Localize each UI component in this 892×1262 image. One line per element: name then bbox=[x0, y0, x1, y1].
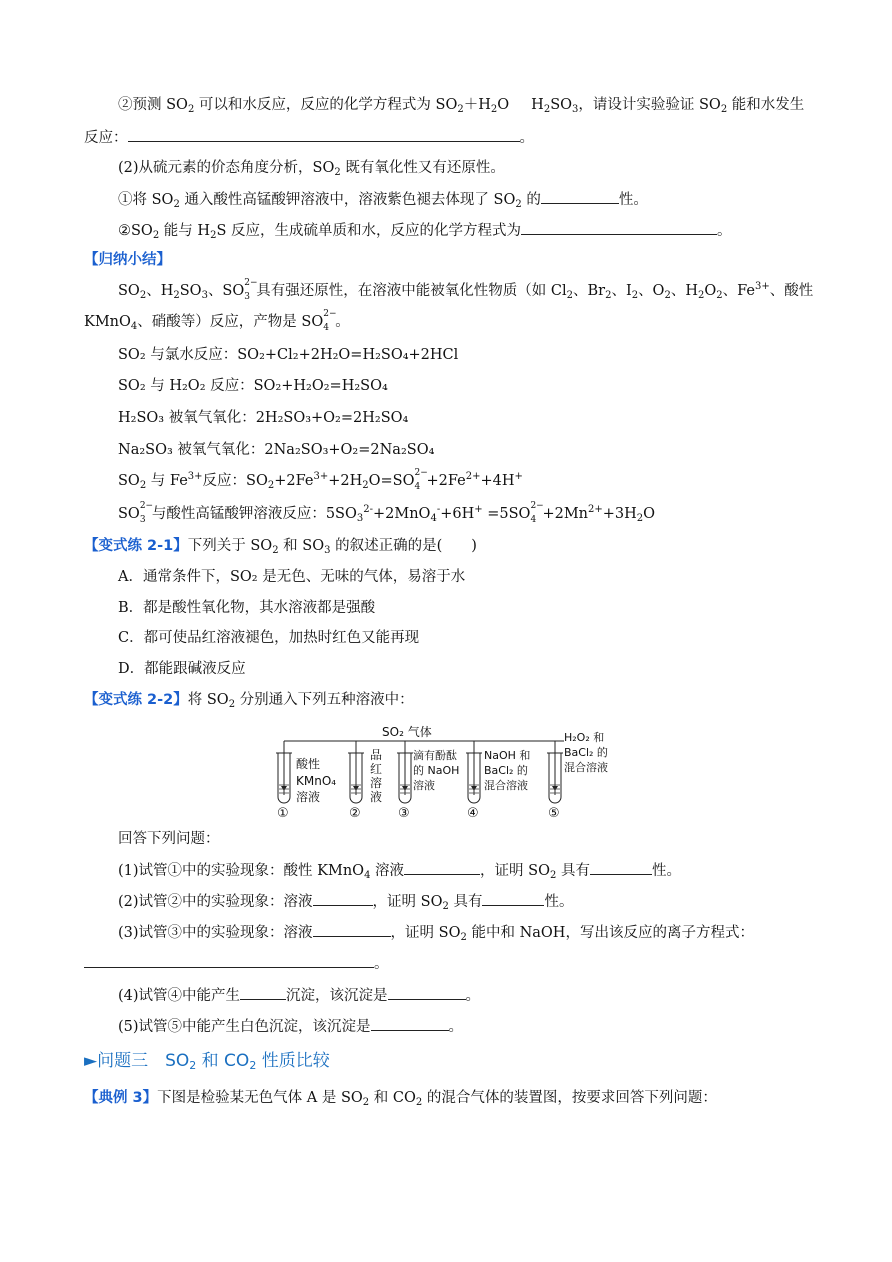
text: 和 SO bbox=[278, 538, 325, 554]
text: 的混合气体的装置图，按要求回答下列问题： bbox=[422, 1090, 717, 1106]
text: H bbox=[531, 97, 544, 113]
arrow-head bbox=[402, 786, 408, 791]
text: 、O bbox=[638, 283, 665, 299]
text: +2Fe bbox=[274, 473, 314, 489]
text-line: 【变式练 2-2】将 $SO_2$ 分别通入下列五种溶液中： bbox=[84, 692, 414, 710]
answer-blank[interactable] bbox=[240, 985, 286, 1000]
tube-label: KMnO₄ bbox=[296, 774, 337, 788]
tube-label: 品 bbox=[370, 748, 383, 762]
tube-label: 混合溶液 bbox=[564, 761, 608, 774]
tube-label: 红 bbox=[370, 762, 383, 776]
text: ，证明 SO bbox=[390, 925, 461, 941]
arrow-head bbox=[471, 786, 477, 791]
text: 、酸性 bbox=[769, 283, 814, 299]
text: (4)试管④中能产生 bbox=[118, 988, 241, 1004]
answer-blank[interactable] bbox=[541, 189, 619, 204]
text: ＋H bbox=[463, 97, 491, 113]
text: ，请设计实验验证 SO bbox=[578, 97, 721, 113]
text-line: (2)试管②中的实验现象：溶液 ，证明 $SO_2$ 具有 性。 bbox=[118, 891, 573, 912]
text: (1)试管①中的实验现象：酸性 KMnO bbox=[118, 863, 365, 879]
text: 、I bbox=[611, 283, 632, 299]
text: 性。 bbox=[544, 894, 574, 910]
answer-blank[interactable] bbox=[388, 985, 466, 1000]
text: 反应： bbox=[84, 130, 128, 146]
answer-blank[interactable] bbox=[371, 1016, 449, 1031]
text-line: (1)试管①中的实验现象：酸性 KMnO$_4$ 溶液 ，证明 $SO_2$ 具有 性。 bbox=[118, 860, 681, 881]
tube-number: ① bbox=[277, 806, 289, 821]
text: O=SO bbox=[368, 473, 415, 489]
text: 既有氧化性又有还原性。 bbox=[340, 160, 505, 176]
text: 具有 bbox=[556, 863, 590, 879]
text: 通入酸性高锰酸钾溶液中，溶液紫色褪去体现了 SO bbox=[179, 192, 516, 208]
text: 下列关于 SO bbox=[187, 538, 273, 554]
text: 的叙述正确的是( ) bbox=[330, 538, 477, 554]
summary-heading: 【归纳小结】 bbox=[84, 252, 171, 268]
tube-number: ③ bbox=[398, 806, 410, 821]
test-tube-diagram bbox=[274, 723, 608, 823]
text: O bbox=[704, 283, 717, 299]
text: +2H bbox=[328, 473, 363, 489]
test-tube-4 bbox=[466, 741, 530, 821]
tube-label: 液 bbox=[370, 790, 383, 804]
tube-label: H₂O₂ 和 bbox=[564, 731, 605, 744]
text: O bbox=[643, 506, 656, 522]
text: 能与 H bbox=[159, 223, 211, 239]
text: =5SO bbox=[482, 506, 531, 522]
text: SO bbox=[118, 506, 140, 522]
tube-number: ⑤ bbox=[548, 806, 560, 821]
text: (2)从硫元素的价态角度分析，SO bbox=[118, 160, 335, 176]
text: 。 bbox=[717, 223, 732, 239]
text: 和 CO bbox=[369, 1090, 416, 1106]
text: 的 bbox=[521, 192, 541, 208]
text: S 反应，生成硫单质和水，反应的化学方程式为 bbox=[216, 223, 521, 239]
tube-number: ② bbox=[349, 806, 361, 821]
equation-line: $SO_2$ 与 $Fe^{3+}$反应：$SO_2+2Fe^{3+}+2H_2O=SO$ 2− 4 $+2Fe^{2+}+4H^+$ bbox=[118, 468, 523, 492]
text: (5)试管⑤中能产生白色沉淀，该沉淀是 bbox=[118, 1019, 371, 1035]
tube-label: 溶液 bbox=[413, 779, 435, 792]
tube-label: 滴有酚酞 bbox=[413, 749, 457, 762]
arrow-head bbox=[552, 786, 558, 791]
text: +6H bbox=[440, 506, 475, 522]
text: 能中和 NaOH，写出该反应的离子方程式： bbox=[466, 925, 754, 941]
text: ►问题三 SO bbox=[84, 1051, 190, 1071]
text: 性。 bbox=[618, 192, 648, 208]
tube-label: 溶 bbox=[370, 776, 383, 790]
answer-blank[interactable] bbox=[521, 220, 717, 235]
text-line: KMnO$_4$、硝酸等）反应，产物是 SO 2− 4 。 bbox=[84, 309, 350, 333]
text: 沉淀，该沉淀是 bbox=[286, 988, 388, 1004]
test-tube-2 bbox=[348, 741, 382, 821]
text: SO bbox=[118, 473, 140, 489]
text: +4H bbox=[480, 473, 515, 489]
text: 。 bbox=[335, 314, 350, 330]
text: 具有 bbox=[448, 894, 483, 910]
text-line: (3)试管③中的实验现象：溶液 ，证明 $SO_2$ 能中和 NaOH，写出该反应的离子方程式： bbox=[118, 922, 754, 943]
answer-blank[interactable] bbox=[313, 891, 373, 906]
text: 与 Fe bbox=[146, 473, 188, 489]
text: 。 bbox=[374, 956, 389, 972]
text: 、H bbox=[146, 283, 174, 299]
exercise-tag: 【变式练 2-2】 bbox=[84, 692, 188, 708]
text: ②预测 SO bbox=[118, 97, 188, 113]
text: 、Br bbox=[572, 283, 606, 299]
text: 具有强还原性，在溶液中能被氧化性物质（如 Cl bbox=[256, 283, 567, 299]
gas-label: SO₂ 气体 bbox=[382, 725, 432, 739]
test-tube-3 bbox=[397, 741, 459, 821]
text-line bbox=[118, 1016, 463, 1037]
section-heading: ►问题三 $SO_2$ 和 $CO_2$ 性质比较 bbox=[84, 1051, 330, 1072]
text-line: 回答下列问题： bbox=[118, 831, 220, 847]
text: (3)试管③中的实验现象：溶液 bbox=[118, 925, 313, 941]
text: SO bbox=[550, 97, 573, 113]
text: 可以和水反应，反应的化学方程式为 SO bbox=[194, 97, 458, 113]
text: 、H bbox=[670, 283, 698, 299]
tube-label: 溶液 bbox=[296, 790, 321, 804]
text: 、Fe bbox=[722, 283, 755, 299]
text: 、SO bbox=[207, 283, 245, 299]
text-line: ②预测 $SO_2$ 可以和水反应，反应的化学方程式为 $SO_2+H_2O$ $H_2SO_3$，请设计实验验证 $SO_2$ 能和水发生 bbox=[118, 97, 805, 115]
text-line: 【典例 3】下图是检验某无色气体 A 是 $SO_2$ 和 $CO_2$ 的混合气体的装置图，按要求回答下列问题： bbox=[84, 1090, 717, 1108]
text: ，证明 SO bbox=[480, 863, 550, 879]
equation-line: H₂SO₃ 被氧气氧化：2H₂SO₃+O₂=2H₂SO₄ bbox=[118, 410, 409, 426]
text: 。 bbox=[519, 130, 534, 146]
tube-label: NaOH 和 bbox=[484, 749, 531, 762]
answer-blank[interactable] bbox=[482, 891, 544, 906]
text: 溶液 bbox=[370, 863, 405, 879]
answer-blank[interactable] bbox=[313, 922, 391, 937]
equation-line: SO₂ 与 H₂O₂ 反应：SO₂+H₂O₂=H₂SO₄ bbox=[118, 378, 388, 394]
tube-label: 的 NaOH bbox=[413, 764, 460, 777]
text: O bbox=[497, 97, 510, 113]
text: 和 CO bbox=[196, 1051, 250, 1071]
text: +2Fe bbox=[426, 473, 466, 489]
option-c: C．都可使品红溶液褪色，加热时红色又能再现 bbox=[118, 630, 420, 646]
test-tube-5 bbox=[547, 731, 608, 821]
tube-number: ④ bbox=[467, 806, 479, 821]
text: SO bbox=[179, 283, 202, 299]
text: ②SO bbox=[118, 223, 153, 239]
text-line bbox=[84, 953, 389, 974]
text: (2)试管②中的实验现象：溶液 bbox=[118, 894, 313, 910]
exercise-tag: 【变式练 2-1】 bbox=[84, 538, 188, 554]
option-b: B．都是酸性氧化物，其水溶液都是强酸 bbox=[118, 600, 376, 616]
tube-label: BaCl₂ 的 bbox=[484, 764, 528, 777]
text: ，证明 SO bbox=[372, 894, 443, 910]
text-line: (2)从硫元素的价态角度分析，$SO_2$ 既有氧化性又有还原性。 bbox=[118, 160, 505, 178]
equation-line: SO 2− 3 与酸性高锰酸钾溶液反应：$5SO_3^{2-}+2MnO_4^-+6H^+ =5SO$ 2− 4 $+2Mn^{2+}+3H_2O$ bbox=[118, 501, 656, 525]
text: 。 bbox=[465, 988, 481, 1004]
arrow-head bbox=[353, 786, 359, 791]
answer-blank[interactable] bbox=[590, 860, 652, 875]
example-tag: 【典例 3】 bbox=[84, 1090, 158, 1106]
text-line bbox=[118, 985, 480, 1006]
equation-line: Na₂SO₃ 被氧气氧化：2Na₂SO₃+O₂=2Na₂SO₄ bbox=[118, 442, 435, 458]
text: SO bbox=[118, 283, 140, 299]
option-d: D．都能跟碱液反应 bbox=[118, 661, 246, 677]
text: 、硝酸等）反应，产物是 SO bbox=[137, 314, 324, 330]
text-line: $②SO_2$ 能与 $H_2S$ 反应，生成硫单质和水，反应的化学方程式为 。 bbox=[118, 220, 732, 241]
tube-label: BaCl₂ 的 bbox=[564, 746, 608, 759]
text: 下图是检验某无色气体 A 是 SO bbox=[157, 1090, 363, 1106]
equation-line: SO₂ 与氯水反应：SO₂+Cl₂+2H₂O=H₂SO₄+2HCl bbox=[118, 347, 459, 363]
text: ①将 SO bbox=[118, 192, 174, 208]
text-line: $SO_2$、$H_2SO_3$、SO 2− 3 具有强还原性，在溶液中能被氧化性物质（如 $Cl_2$、$Br_2$、$I_2$、$O_2$、$H_2O_2$、$Fe^{3+}$、酸性 bbox=[118, 278, 814, 302]
text: 与酸性高锰酸钾溶液反应：5SO bbox=[151, 506, 357, 522]
text: 将 SO bbox=[187, 692, 229, 708]
answer-blank[interactable] bbox=[84, 953, 374, 968]
tube-label: 混合溶液 bbox=[484, 779, 528, 792]
text: 分别通入下列五种溶液中： bbox=[235, 692, 414, 708]
text-line bbox=[84, 127, 534, 148]
text: KMnO bbox=[84, 314, 131, 330]
text: 能和水发生 bbox=[727, 97, 805, 113]
text: 。 bbox=[448, 1019, 464, 1035]
text: +3H bbox=[602, 506, 637, 522]
text-line: ①将 $SO_2$ 通入酸性高锰酸钾溶液中，溶液紫色褪去体现了 $SO_2$ 的 性。 bbox=[118, 189, 648, 210]
test-tube-1 bbox=[276, 741, 336, 821]
text: 性。 bbox=[651, 863, 681, 879]
text: +2MnO bbox=[373, 506, 431, 522]
tube-label: 酸性 bbox=[296, 757, 321, 771]
text: +2Mn bbox=[542, 506, 589, 522]
answer-blank[interactable] bbox=[404, 860, 480, 875]
text-line: 【变式练 2-1】下列关于 $SO_2$ 和 $SO_3$ 的叙述正确的是( ) bbox=[84, 538, 477, 556]
text: 性质比较 bbox=[256, 1051, 330, 1071]
answer-blank[interactable] bbox=[128, 127, 520, 142]
arrow-head bbox=[281, 786, 287, 791]
option-a: A．通常条件下，SO₂ 是无色、无味的气体，易溶于水 bbox=[118, 569, 466, 585]
text: 反应：SO bbox=[202, 473, 268, 489]
